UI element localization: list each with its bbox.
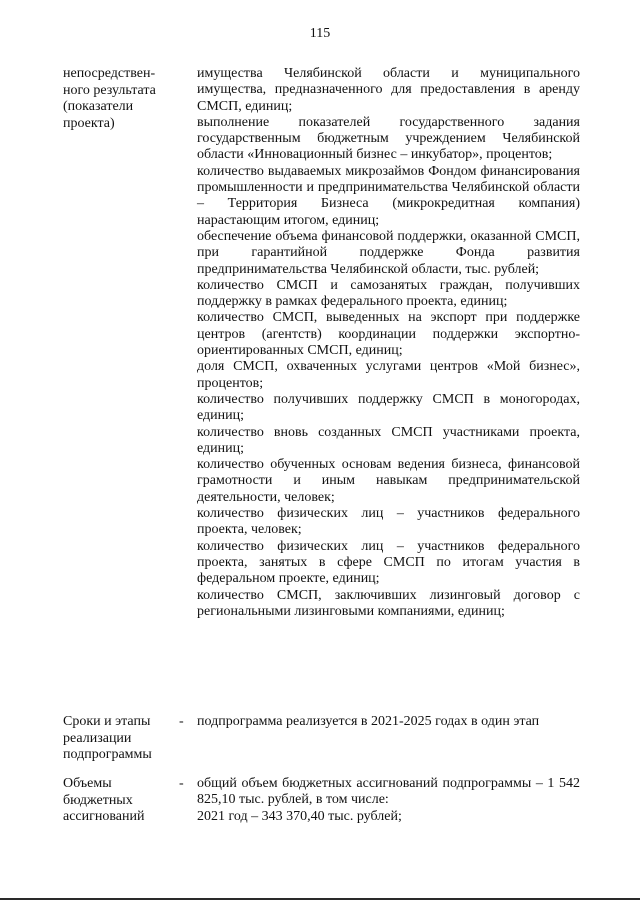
content-item: количество СМСП, выведенных на экспорт при поддержке центров (агентств) координации поддержки экспортно-ориентированных СМСП, единиц; — [197, 310, 580, 359]
row-label: Объемы бюджетных ассигнований — [63, 776, 145, 825]
content-item: общий объем бюджетных ассигнований подпрограммы – 1 542 825,10 тыс. рублей, в том числе: — [197, 776, 580, 808]
bottom-rule — [0, 898, 640, 900]
content-item: количество выдаваемых микрозаймов Фондом финансирования промышленности и предпринимательства Челябинской области – Территория Бизнеса (микрокредитная компания) нарастающим итогом, единиц; — [197, 163, 580, 228]
row-label: непосредствен- ного результата (показатели проекта) — [63, 66, 156, 131]
content-item: количество получивших поддержку СМСП в моногородах, единиц; — [197, 391, 580, 424]
content-item: количество обученных основам ведения бизнеса, финансовой грамотности и иным навыкам предпринимательской деятельности, человек; — [197, 457, 580, 505]
row-label: Сроки и этапы реализации подпрограммы — [63, 714, 152, 763]
page-number: 115 — [309, 26, 331, 41]
row-dash: - — [179, 714, 184, 729]
content-item: обеспечение объема финансовой поддержки, оказанной СМСП, при гарантийной поддержке Фонда развития предпринимательства Челябинской области, тыс. рублей; — [197, 228, 580, 277]
row-content — [197, 714, 580, 730]
content-item: выполнение показателей государственного задания государственным бюджетным учреждением Челябинской области «Инновационный бизнес – инкубатор», процентов; — [197, 114, 580, 163]
row-dash: - — [179, 776, 184, 791]
content-item: количество СМСП и самозанятых граждан, получивших поддержку в рамках федерального проекта, единиц; — [197, 277, 580, 310]
row-content — [197, 66, 580, 620]
content-item: 2021 год – 343 370,40 тыс. рублей; — [197, 808, 402, 824]
content-item: количество СМСП, заключивших лизинговый договор с региональными лизинговыми компаниями, единиц; — [197, 587, 580, 619]
content-item: количество вновь созданных СМСП участниками проекта, единиц; — [197, 424, 580, 456]
row-content — [197, 776, 580, 825]
content-item: количество физических лиц – участников федерального проекта, человек; — [197, 506, 580, 538]
content-item: имущества Челябинской области и муниципального имущества, предназначенного для предоставления в аренду СМСП, единиц; — [197, 66, 580, 114]
content-item: количество физических лиц – участников федерального проекта, занятых в сфере СМСП по итогам участия в федеральном проекте, единиц; — [197, 538, 580, 587]
content-item: подпрограмма реализуется в 2021-2025 годах в один этап — [197, 714, 540, 729]
content-item: доля СМСП, охваченных услугами центров «Мой бизнес», процентов; — [197, 359, 580, 391]
